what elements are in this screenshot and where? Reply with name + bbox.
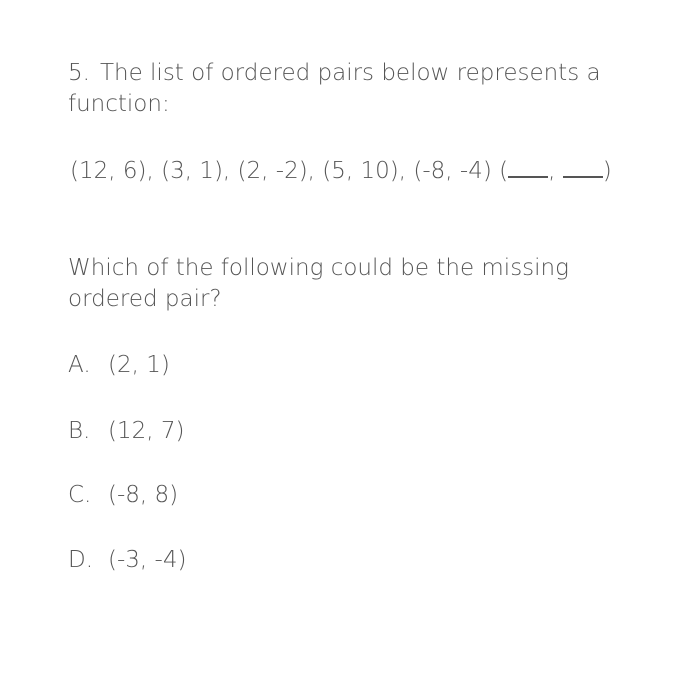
choice-letter: C. (68, 482, 92, 508)
question-stem (68, 58, 648, 120)
missing-y-blank (563, 158, 603, 178)
missing-pair-comma: , (548, 158, 556, 184)
question-number: 5. (68, 60, 90, 86)
choice-value: (-8, 8) (108, 482, 179, 508)
choice-value: (-3, -4) (108, 547, 187, 573)
choice-letter: D. (68, 547, 94, 573)
listed-pairs: (12, 6), (3, 1), (2, -2), (5, 10), (-8, -4) (70, 158, 492, 184)
choice-value: (12, 7) (108, 418, 185, 444)
ordered-pairs-list (70, 156, 660, 187)
choice-b (68, 416, 184, 447)
choice-value: (2, 1) (108, 352, 170, 378)
question-text: The list of ordered pairs below represents a function: (68, 60, 601, 117)
choice-a (68, 350, 170, 381)
choice-letter: B. (68, 418, 91, 444)
choice-d (68, 545, 186, 576)
missing-x-blank (508, 158, 548, 178)
choice-c (68, 480, 178, 511)
missing-pair (499, 158, 612, 184)
choice-letter: A. (68, 352, 91, 378)
missing-pair-close-paren: ) (602, 158, 612, 184)
missing-pair-open-paren: ( (499, 158, 509, 184)
question-prompt: Which of the following could be the missing ordered pair? (68, 255, 569, 312)
